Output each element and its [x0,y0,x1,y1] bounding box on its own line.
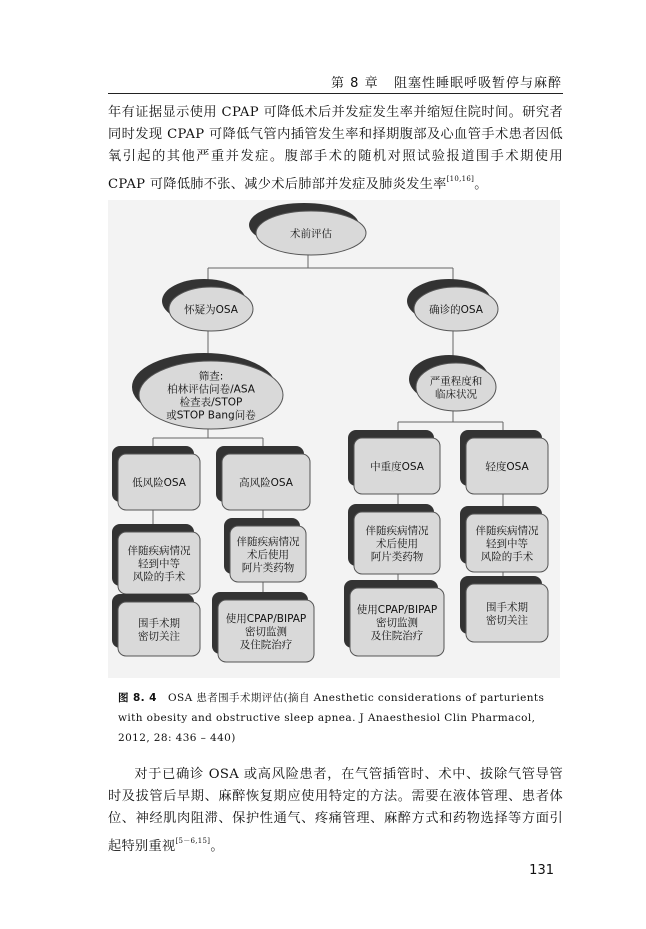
flowchart-node-severity [409,355,496,411]
chapter-title: 阻塞性睡眠呼吸暂停与麻醉 [393,76,562,91]
node-label-line: 及住院治疗 [370,630,424,642]
paragraph-top-text: 年有证据显示使用 CPAP 可降低术后并发症发生率并缩短住院时间。研究者同时发现 CPAP 可降低气管内插管发生率和择期腹部及心血管手术患者因低氧引起的其他严重并发症。腹部手术的随机对照试验报道围手术期使用 CPAP 可降低肺不张、减少术后肺部并发症及肺炎发生率 [108,105,563,192]
node-label-line: 围手术期 [486,601,528,614]
node-label-line: 密切关注 [138,630,180,643]
node-label-line: 严重程度和 [429,375,483,388]
node-label-line: 及住院治疗 [239,639,293,651]
node-label-line: 伴随疾病情况 [475,525,539,537]
node-label-line: 术前评估 [290,228,332,240]
paragraph-bottom [108,764,563,858]
flowchart-node-low-comorb [112,524,200,594]
flowchart-node-low-action [112,594,200,656]
node-label-line: 确诊的OSA [429,304,483,316]
node-label-line: 高风险OSA [239,477,293,489]
flowchart-node-mod-comorb [348,504,440,574]
header-rule [108,93,563,94]
node-label-line: 使用CPAP/BIPAP [225,613,307,625]
citation-ref: [10,16] [446,175,475,183]
flowchart-node-screening [132,353,283,429]
flowchart-node-root [249,203,366,255]
node-label-line: 使用CPAP/BIPAP [356,604,438,616]
node-label-line: 轻到中等 [138,558,180,570]
node-label-line: 风险的手术 [132,571,186,583]
page-number: 131 [529,863,554,878]
paragraph-bottom-text: 对于已确诊 OSA 或高风险患者，在气管插管时、术中、拔除气管导管时及拔管后早期、麻醉恢复期应使用特定的方法。需要在液体管理、患者体位、神经肌肉阻滞、保护性通气、疼痛管理、麻醉方式和药物选择等方面引起特别重视 [108,767,563,854]
node-label-line: 检查表/STOP [179,396,243,409]
flowchart-node-low-risk [112,446,200,510]
node-label-line: 怀疑为OSA [184,304,238,316]
figure-caption-text: OSA 患者围手术期评估(摘自 Anesthetic considerations of parturients with obesity and obstructive sleep apnea. J Anaesthesiol Clin Pharmacol, 2012, 28: 436 – 440) [118,692,545,744]
paragraph-top [108,102,563,196]
node-label-line: 术后使用 [376,538,418,550]
node-label-line: 中重度OSA [370,461,424,473]
node-label-line: 轻度OSA [485,461,529,473]
node-label-line: 筛查: [198,370,224,383]
node-label-line: 或STOP Bang问卷 [166,409,256,422]
node-label-line: 阿片类药物 [370,551,424,563]
node-label-line: 术后使用 [247,549,289,561]
node-label-line: 伴随疾病情况 [365,525,429,537]
flowchart-node-mild-action [460,576,548,642]
flowchart-node-suspected [162,279,253,331]
node-label-line: 密切监测 [376,617,418,629]
citation-ref-2: [5－6,15] [175,837,211,845]
node-label-line: 密切关注 [486,614,528,627]
node-label-line: 围手术期 [138,617,180,630]
flowchart-node-mild [460,430,548,494]
flowchart-node-mild-comorb [460,506,548,572]
node-label-line: 伴随疾病情况 [236,536,300,548]
flowchart-node-high-comorb [224,518,306,582]
paragraph-bottom-end: 。 [210,839,224,854]
node-label-line: 柏林评估问卷/ASA [167,383,255,396]
paragraph-top-end: 。 [474,177,488,192]
figure-label: 图 8. 4 [118,692,157,704]
flowchart-node-mod-action [344,580,444,656]
node-label-line: 轻到中等 [486,538,528,550]
running-header [331,72,562,91]
osa-flowchart-figure [108,200,560,678]
flowchart-node-high-action [212,592,314,662]
node-label-line: 低风险OSA [132,477,186,489]
node-label-line: 临床状况 [435,388,477,401]
node-label-line: 风险的手术 [480,551,534,563]
node-label-line: 伴随疾病情况 [127,545,191,557]
flowchart-node-high-risk [216,446,310,510]
chapter-number: 第 8 章 [331,76,379,91]
figure-caption [118,688,558,748]
flowchart-node-moderate-severe [348,430,440,494]
node-label-line: 阿片类药物 [241,562,295,574]
flowchart-node-confirmed [407,279,498,331]
node-label-line: 密切监测 [245,626,287,638]
flowchart-svg [108,200,560,678]
